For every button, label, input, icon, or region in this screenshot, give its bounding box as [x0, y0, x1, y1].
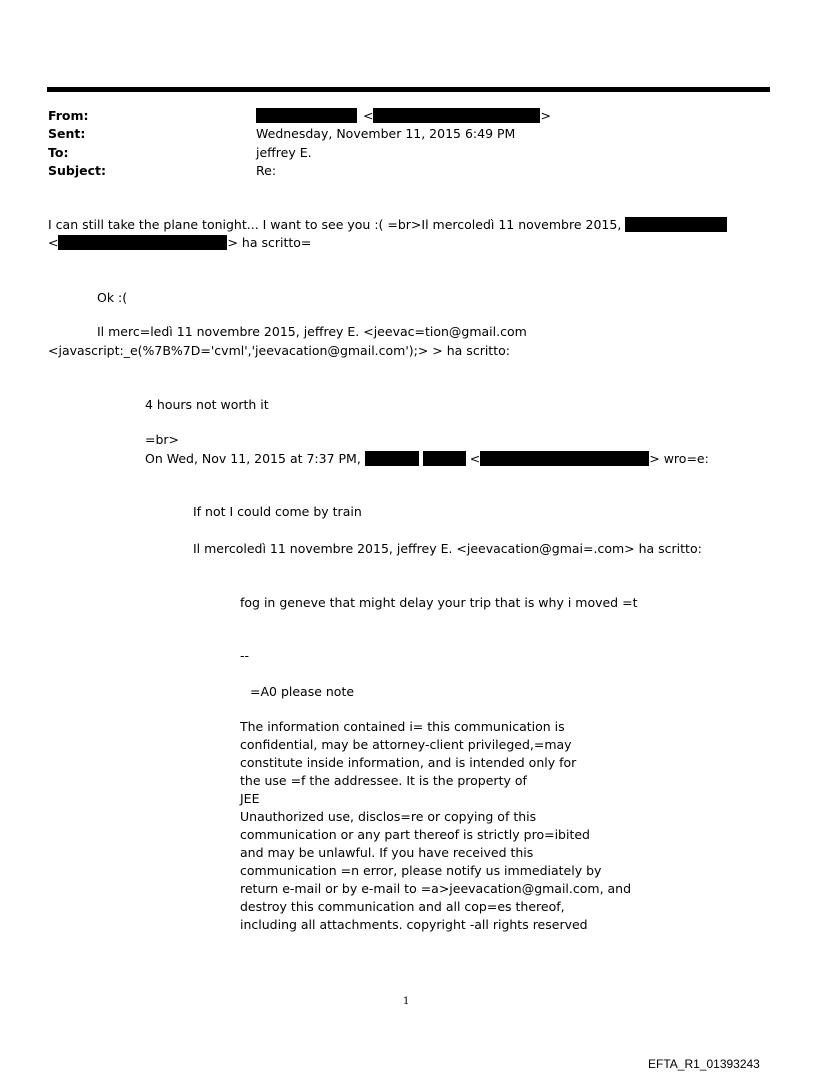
redaction-bar	[256, 108, 357, 123]
disclaimer-line: including all attachments. copyright -all rights reserved	[240, 917, 588, 932]
from-lt: <	[363, 108, 374, 123]
on-wed-line	[145, 450, 709, 467]
disclaimer-line: return e-mail or by e-mail to =a>jeevacation@gmail.com, and	[240, 881, 632, 896]
redaction-bar	[373, 108, 540, 123]
on-wed-end: > wro=e:	[649, 451, 709, 466]
disclaimer-line: JEE	[240, 791, 260, 806]
disclaimer-line: the use =f the addressee. It is the property of	[240, 773, 527, 788]
train-line: If not I could come by train	[193, 504, 362, 519]
document-id: EFTA_R1_01393243	[648, 1057, 760, 1071]
please-note-line: =A0 please note	[250, 684, 355, 699]
fog-line: fog in geneve that might delay your trip that is why i moved =t	[240, 595, 638, 610]
page-number: 1	[403, 996, 410, 1007]
disclaimer-line: destroy this communication and all cop=es thereof,	[240, 899, 565, 914]
disclaimer-line: communication or any part thereof is strictly pro=ibited	[240, 827, 590, 842]
body-line-2-lt: <	[48, 235, 59, 250]
quote-1b: <javascript:_e(%7B%7D='cvml','jeevacation@gmail.com');> > ha scritto:	[48, 343, 510, 358]
redaction-bar	[625, 217, 727, 232]
from-value	[256, 107, 551, 124]
signature-dashes: --	[240, 648, 250, 663]
body-line-2	[48, 234, 311, 251]
body-line-2-text: > ha scritto=	[227, 235, 312, 250]
disclaimer-line: The information contained i= this communication is	[240, 719, 565, 734]
disclaimer-line: confidential, may be attorney-client privileged,=may	[240, 737, 572, 752]
to-label: To:	[48, 145, 69, 160]
body-line-1	[48, 216, 727, 233]
on-wed-lt: <	[469, 451, 481, 466]
to-value: jeffrey E.	[256, 145, 312, 160]
disclaimer-line: Unauthorized use, disclos=re or copying of this	[240, 809, 537, 824]
redaction-bar	[423, 451, 466, 466]
on-wed-text: On Wed, Nov 11, 2015 at 7:37 PM,	[145, 451, 361, 466]
quote-2: Il mercoledì 11 novembre 2015, jeffrey E. <jeevacation@gmai=.com> ha scritto:	[193, 541, 702, 556]
br-line: =br>	[145, 432, 180, 447]
disclaimer-line: and may be unlawful. If you have received this	[240, 845, 534, 860]
disclaimer-line: constitute inside information, and is intended only for	[240, 755, 577, 770]
from-gt: >	[540, 108, 551, 123]
sent-value: Wednesday, November 11, 2015 6:49 PM	[256, 126, 516, 141]
from-label: From:	[48, 108, 89, 123]
quote-1a: Il merc=ledì 11 novembre 2015, jeffrey E. <jeevac=tion@gmail.com	[97, 324, 527, 339]
header-rule	[47, 87, 770, 92]
redaction-bar	[365, 451, 419, 466]
redaction-bar	[58, 235, 227, 250]
sent-label: Sent:	[48, 126, 86, 141]
body-line-1-text: I can still take the plane tonight... I want to see you :( =br>Il mercoledì 11 novembre 2015,	[48, 217, 622, 232]
redaction-bar	[480, 451, 649, 466]
subject-label: Subject:	[48, 163, 106, 178]
subject-value: Re:	[256, 163, 277, 178]
ok-line: Ok :(	[97, 290, 128, 305]
four-hours-line: 4 hours not worth it	[145, 397, 269, 412]
disclaimer-line: communication =n error, please notify us immediately by	[240, 863, 602, 878]
